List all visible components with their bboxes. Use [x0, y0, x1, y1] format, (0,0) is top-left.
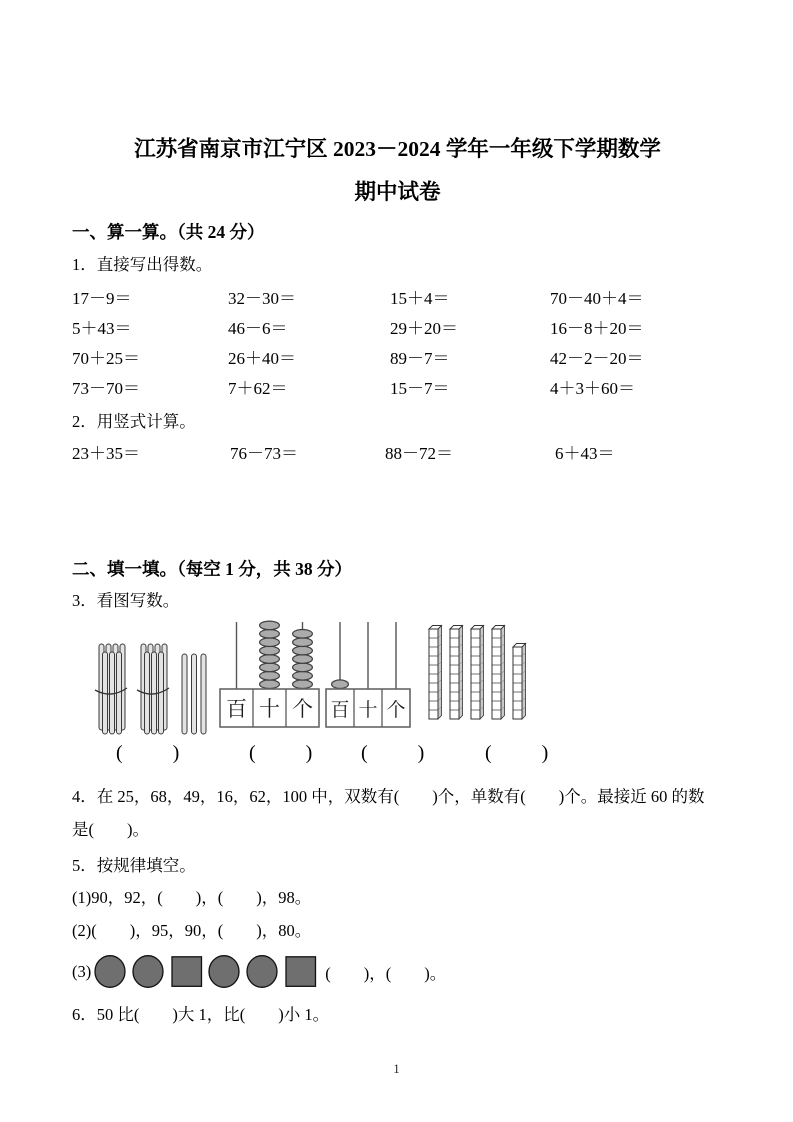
q3-answer-blanks [72, 740, 723, 768]
svg-text:个: 个 [386, 700, 406, 721]
equation: 17－9＝ [72, 289, 132, 308]
answer-blank: ( ) [116, 742, 180, 764]
cubes-figure [426, 614, 532, 731]
svg-text:十: 十 [358, 700, 378, 721]
equation: 4＋3＋60＝ [550, 379, 635, 398]
abacus-figure-1 [218, 618, 321, 735]
q4-line-1: 4．在 25，68，49，16，62，100 中，双数有( )个，单数有( )个。最接近 60 的数 [72, 787, 705, 806]
equation: 7＋62＝ [228, 379, 288, 398]
q4-text [72, 780, 723, 846]
equation: 70－40＋4＝ [550, 289, 644, 308]
equation: 42－2－20＝ [550, 349, 644, 368]
equation: 29＋20＝ [390, 319, 458, 338]
q5-item-3-suffix: ( )，( )。 [325, 963, 447, 983]
section-2-heading: 二、填一填。（每空 1 分，共 38 分） [72, 559, 352, 579]
equation: 5＋43＝ [72, 319, 132, 338]
equation: 23＋35＝ [72, 444, 140, 463]
q5-item-3-prefix: (3) [72, 961, 92, 981]
q2-equation-row [72, 443, 723, 465]
equation: 89－7＝ [390, 349, 450, 368]
equation: 32－30＝ [228, 289, 296, 308]
equation: 73－70＝ [72, 379, 140, 398]
answer-blank: ( ) [485, 742, 549, 764]
svg-text:百: 百 [330, 700, 350, 721]
q3-figure-row [72, 614, 723, 740]
equation: 70＋25＝ [72, 349, 140, 368]
column-calculation-workspace [72, 465, 723, 557]
svg-text:百: 百 [226, 697, 247, 721]
section-1-heading: 一、算一算。（共 24 分） [72, 222, 265, 242]
answer-blank: ( ) [249, 742, 313, 764]
q5-label: 5．按规律填空。 [72, 856, 196, 875]
q4-line-2: 是( )。 [72, 820, 149, 839]
equation: 46－6＝ [228, 319, 288, 338]
q6-text: 6．50 比( )大 1，比( )小 1。 [72, 1005, 330, 1024]
equation: 15－7＝ [390, 379, 450, 398]
q3-label: 3．看图写数。 [72, 591, 180, 610]
equation: 26＋40＝ [228, 349, 296, 368]
equation: 88－72＝ [385, 444, 453, 463]
svg-text:十: 十 [259, 697, 280, 721]
page-content [0, 134, 793, 1031]
abacus-figure-2 [324, 618, 412, 735]
q2-label: 2．用竖式计算。 [72, 412, 196, 431]
equation: 15＋4＝ [390, 289, 450, 308]
q1-label: 1．直接写出得数。 [72, 255, 213, 274]
exam-title: 江苏省南京市江宁区 2023－2024 学年一年级下学期数学 [134, 137, 661, 161]
q5-item-3 [72, 953, 723, 990]
q5-item-2: (2)( )，95，90，( )，80。 [72, 921, 312, 940]
q1-equation-grid [72, 288, 723, 400]
svg-text:个: 个 [292, 697, 313, 721]
equation: 6＋43＝ [555, 444, 615, 463]
equation: 76－73＝ [230, 444, 298, 463]
answer-blank: ( ) [361, 742, 425, 764]
q5-item-1: (1)90，92，( )，( )，98。 [72, 888, 312, 907]
sticks-figure [92, 636, 212, 755]
page-number: 1 [393, 1062, 400, 1076]
equation: 16－8＋20＝ [550, 319, 644, 338]
shape-pattern-figure [91, 953, 325, 990]
exam-subtitle: 期中试卷 [354, 180, 441, 204]
